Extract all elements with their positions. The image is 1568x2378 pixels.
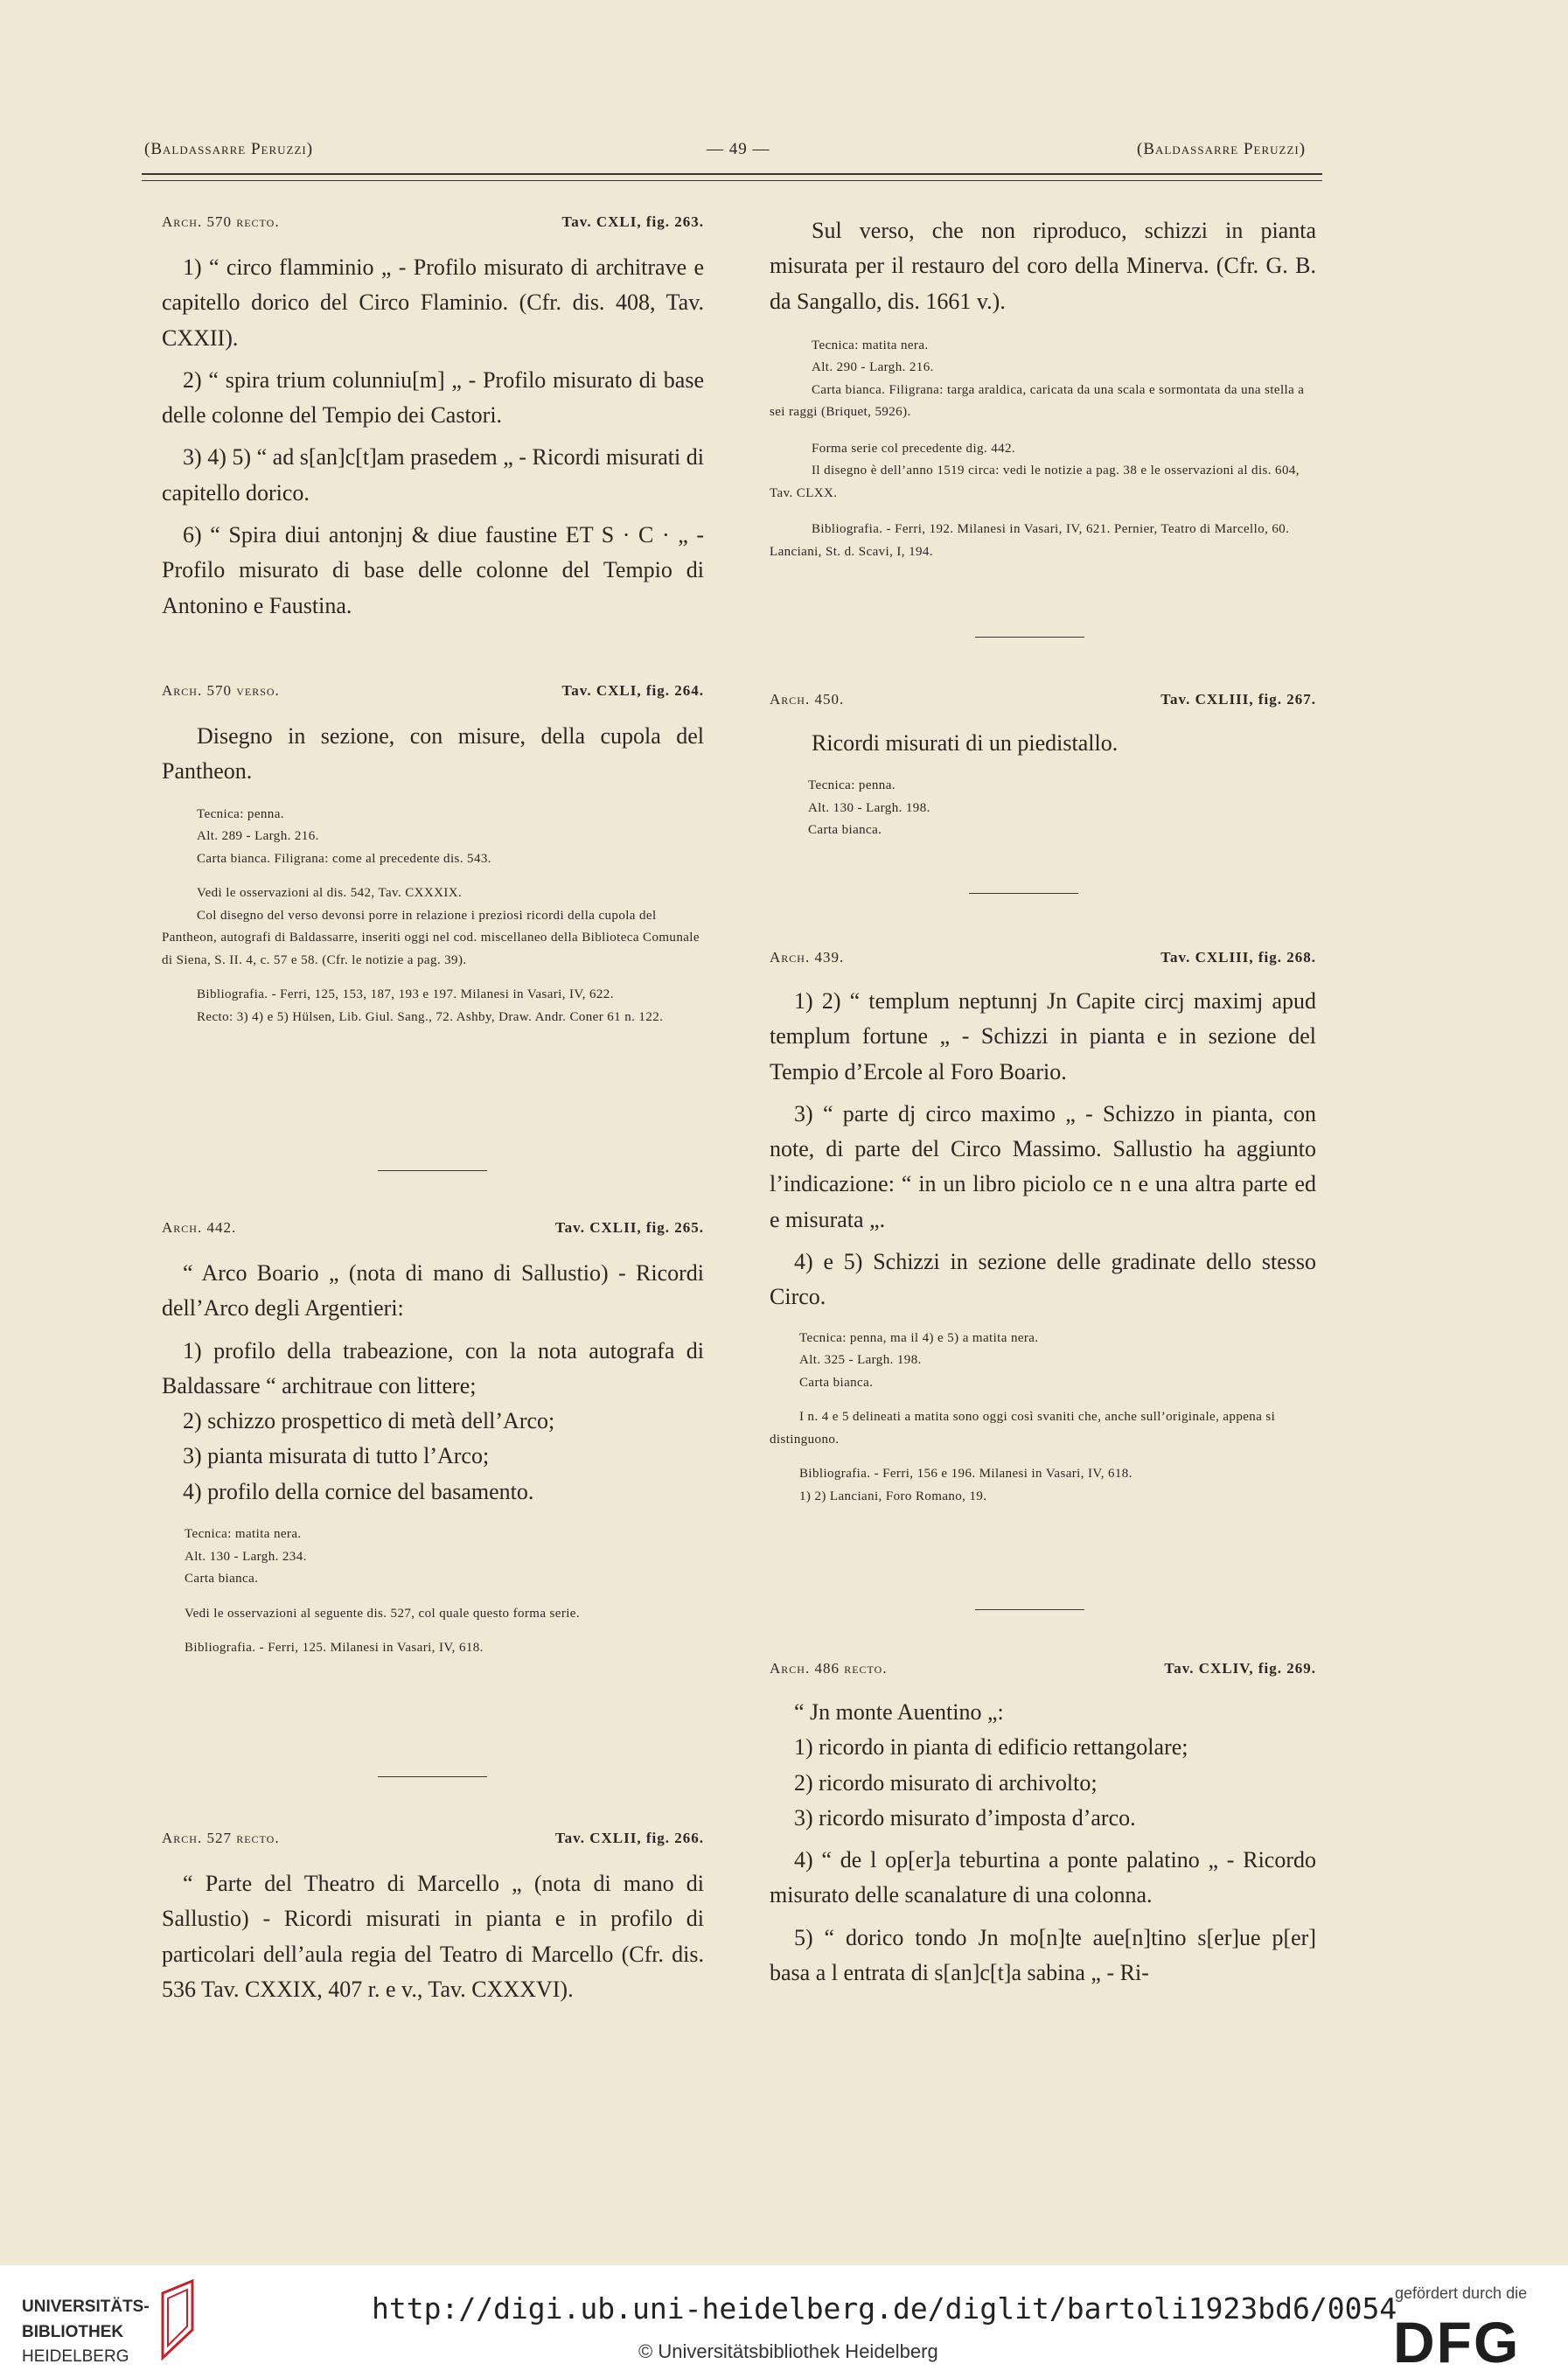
note-line: I n. 4 e 5 delineati a matita sono oggi così svaniti che, anche sull’originale, appena si distinguono. — [770, 1410, 1276, 1447]
bibliography-line: Bibliografia. - Ferri, 125. Milanesi in Vasari, IV, 618. — [185, 1641, 484, 1656]
entry-heading — [770, 949, 1316, 966]
library-name-line1: UNIVERSITÄTS- — [22, 2298, 150, 2316]
separator — [975, 1609, 1084, 1610]
entry-267 — [770, 691, 1316, 842]
bibliography-line: Recto: 3) 4) e 5) Hülsen, Lib. Giul. Sang., 72. Ashby, Draw. Andr. Coner 61 n. 122. — [197, 1009, 664, 1024]
paper-line: Carta bianca. — [185, 1572, 259, 1586]
list-item: 1) ricordo in pianta di edificio rettangolare; — [794, 1734, 1188, 1761]
paper-line: Carta bianca. Filigrana: targa araldica, caricata da una scala e sormontata da una stella a sei raggi (Briquet, 5926). — [770, 382, 1305, 420]
list-item: 3) pianta misurata di tutto l’Arco; — [183, 1443, 490, 1469]
list-item: 4) profilo della cornice del basamento. — [183, 1478, 534, 1504]
entry-paragraph: 3) “ parte dj circo maximo „ - Schizzo in pianta, con note, di parte del Circo Massimo. Sallustio ha aggiunto l’indicazione: “ in un libro piciolo ce n e una altra parte ed e misurata „. — [770, 1100, 1316, 1232]
copyright-notice: © Universitätsbibliothek Heidelberg — [638, 2340, 938, 2362]
plate-ref: Tav. CXLIII, fig. 268. — [1160, 949, 1316, 966]
dimensions-line: Alt. 130 - Largh. 234. — [185, 1549, 307, 1564]
entry-264 — [162, 682, 704, 1029]
archive-ref: Arch. 527 recto. — [162, 1830, 280, 1846]
plate-ref: Tav. CXLI, fig. 264. — [561, 682, 704, 699]
separator — [975, 637, 1084, 638]
entry-continuation — [770, 213, 1316, 563]
entry-paragraph: Sul verso, che non riproduco, schizzi in pianta misurata per il restauro del coro della Minerva. (Cfr. G. B. da Sangallo, dis. 1661 v.). — [770, 218, 1316, 314]
entry-paragraph: “ Jn monte Auentino „: — [794, 1699, 1004, 1725]
archive-ref: Arch. 450. — [770, 691, 845, 708]
entry-269 — [770, 1660, 1316, 1991]
permalink-url[interactable]: http://digi.ub.uni-heidelberg.de/diglit/bartoli1923bd6/0054 — [372, 2291, 1397, 2326]
entry-paragraph: 4) “ de l op[er]a teburtina a ponte palatino „ - Ricordo misurato delle scanalature di una colonna. — [770, 1847, 1316, 1908]
bibliography-line: Bibliografia. - Ferri, 156 e 196. Milanesi in Vasari, IV, 618. — [799, 1467, 1132, 1482]
entry-paragraph: Disegno in sezione, con misure, della cupola del Pantheon. — [162, 723, 704, 785]
separator — [378, 1170, 487, 1171]
dimensions-line: Alt. 325 - Largh. 198. — [799, 1353, 922, 1368]
plate-ref: Tav. CXLIV, fig. 269. — [1164, 1660, 1316, 1677]
note-line: Forma serie col precedente dig. 442. — [812, 441, 1016, 456]
entry-paragraph: 5) “ dorico tondo Jn mo[n]te aue[n]tino s[er]ue p[er] basa a l entrata di s[an]c[t]a sabina „ - Ri- — [770, 1924, 1316, 1986]
header-rule — [142, 173, 1322, 175]
plate-ref: Tav. CXLII, fig. 266. — [554, 1830, 704, 1846]
dimensions-line: Alt. 130 - Largh. 198. — [808, 800, 930, 815]
bibliography — [162, 984, 704, 1029]
note-line: Il disegno è dell’anno 1519 circa: vedi le notizie a pag. 38 e le osservazioni al dis. 604, Tav. CLXX. — [770, 464, 1300, 500]
archive-ref: Arch. 439. — [770, 949, 845, 966]
entry-heading — [162, 682, 704, 700]
archive-ref: Arch. 442. — [162, 1219, 237, 1236]
entry-268 — [770, 949, 1316, 1508]
technique — [770, 775, 1316, 842]
technique — [770, 1328, 1316, 1395]
list-item: 2) ricordo misurato di archivolto; — [794, 1769, 1098, 1796]
entry-paragraph: Ricordi misurati di un piedistallo. — [812, 730, 1119, 756]
entry-265 — [162, 1219, 704, 1660]
paper-line: Carta bianca. — [799, 1375, 874, 1390]
entry-paragraph: 6) “ Spira diui antonjnj & diue faustine ET S · C · „ - Profilo misurato di base delle colonne del Tempio di Antonino e Faustina. — [162, 522, 704, 618]
list-item: 3) ricordo misurato d’imposta d’arco. — [794, 1804, 1136, 1831]
technique-line: Tecnica: penna, ma il 4) e 5) a matita nera. — [799, 1330, 1039, 1345]
entry-paragraph: 2) “ spira trium colunniu[m] „ - Profilo misurato di base delle colonne del Tempio dei Castori. — [162, 366, 704, 429]
library-name-line3: HEIDELBERG — [22, 2347, 129, 2366]
entry-heading — [770, 691, 1316, 708]
plate-ref: Tav. CXLII, fig. 265. — [554, 1219, 704, 1236]
technique-line: Tecnica: matita nera. — [812, 338, 929, 352]
entry-263 — [162, 213, 704, 624]
entry-paragraph: 1) 2) “ templum neptunnj Jn Capite circj maximj apud templum fortune „ - Schizzi in pianta e in sezione del Tempio d’Ercole al Foro Boario. — [770, 988, 1316, 1084]
entry-heading — [770, 1660, 1316, 1677]
library-name — [22, 2295, 150, 2370]
dfg-logo: DFG — [1393, 2310, 1521, 2375]
plate-ref: Tav. CXLI, fig. 263. — [561, 213, 704, 230]
notes — [770, 438, 1316, 506]
dimensions-line: Alt. 289 - Largh. 216. — [197, 829, 319, 844]
entry-paragraph: 4) e 5) Schizzi in sezione delle gradinate dello stesso Circo. — [770, 1249, 1316, 1310]
entry-heading — [162, 213, 704, 231]
technique-line: Tecnica: matita nera. — [185, 1527, 302, 1542]
funding-caption: gefördert durch die — [1395, 2284, 1528, 2302]
note-line: Vedi le osservazioni al dis. 542, Tav. CXXXIX. — [197, 886, 463, 901]
entry-266 — [162, 1830, 704, 2007]
entry-heading — [162, 1219, 704, 1237]
notes — [162, 882, 704, 972]
list-item: 1) profilo della trabeazione, con la nota autografa di Baldassare “ architraue con littere; — [162, 1337, 704, 1398]
technique-line: Tecnica: penna. — [808, 778, 896, 793]
note-line: Vedi le osservazioni al seguente dis. 527, col quale questo forma serie. — [185, 1606, 581, 1621]
header-rule-thin — [142, 180, 1322, 181]
technique — [770, 335, 1316, 380]
technique-line: Tecnica: penna. — [197, 806, 284, 821]
note-line: Col disegno del verso devonsi porre in relazione i preziosi ricordi della cupola del Pantheon, autografi di Baldassarre, inseriti oggi nel cod. miscellaneo della Biblioteca Comunale di Siena, S. II. 4, c. 57 e 58. (Cfr. le notizie a pag. 39). — [162, 908, 700, 967]
list-item: 2) schizzo prospettico di metà dell’Arco; — [183, 1408, 555, 1434]
dimensions-line: Alt. 290 - Largh. 216. — [812, 360, 934, 375]
entry-paragraph: “ Parte del Theatro di Marcello „ (nota di mano di Sallustio) - Ricordi misurati in pianta e in profilo di particolari dell’aula regia del Teatro di Marcello (Cfr. dis. 536 Tav. CXXIX, 407 r. e v., Tav. CXXXVI). — [162, 1871, 704, 2002]
archive-ref: Arch. 570 verso. — [162, 682, 280, 699]
bibliography-line: Bibliografia. - Ferri, 125, 153, 187, 193 e 197. Milanesi in Vasari, IV, 622. — [197, 987, 614, 1002]
entry-paragraph: 3) 4) 5) “ ad s[an]c[t]am prasedem „ - Ricordi misurati di capitello dorico. — [162, 444, 704, 506]
entry-paragraph: 1) “ circo flamminio „ - Profilo misurato di architrave e capitello dorico del Circo Flaminio. (Cfr. dis. 408, Tav. CXXII). — [162, 255, 704, 351]
separator — [378, 1776, 487, 1777]
technique — [162, 1524, 704, 1591]
bibliography — [770, 1463, 1316, 1508]
technique — [162, 804, 704, 871]
library-logo-icon — [157, 2277, 198, 2361]
running-header-left: (Baldassarre Peruzzi) — [144, 140, 314, 158]
library-name-line2: BIBLIOTHEK — [22, 2322, 124, 2341]
running-header-right: (Baldassarre Peruzzi) — [1137, 140, 1307, 158]
paper-line: Carta bianca. — [808, 823, 882, 838]
bibliography-line: 1) 2) Lanciani, Foro Romano, 19. — [799, 1489, 987, 1503]
page-number: — 49 — — [707, 140, 770, 158]
entry-paragraph: “ Arco Boario „ (nota di mano di Sallustio) - Ricordi dell’Arco degli Argentieri: — [162, 1260, 704, 1321]
entry-heading — [162, 1830, 704, 1847]
paper-line: Carta bianca. Filigrana: come al precedente dis. 543. — [197, 851, 491, 866]
archive-ref: Arch. 570 recto. — [162, 213, 280, 230]
separator — [969, 893, 1078, 894]
plate-ref: Tav. CXLIII, fig. 267. — [1160, 691, 1316, 708]
archive-ref: Arch. 486 recto. — [770, 1660, 888, 1677]
bibliography-line: Bibliografia. - Ferri, 192. Milanesi in Vasari, IV, 621. Pernier, Teatro di Marcello, 60. Lanciani, St. d. Scavi, I, 194. — [770, 522, 1290, 559]
